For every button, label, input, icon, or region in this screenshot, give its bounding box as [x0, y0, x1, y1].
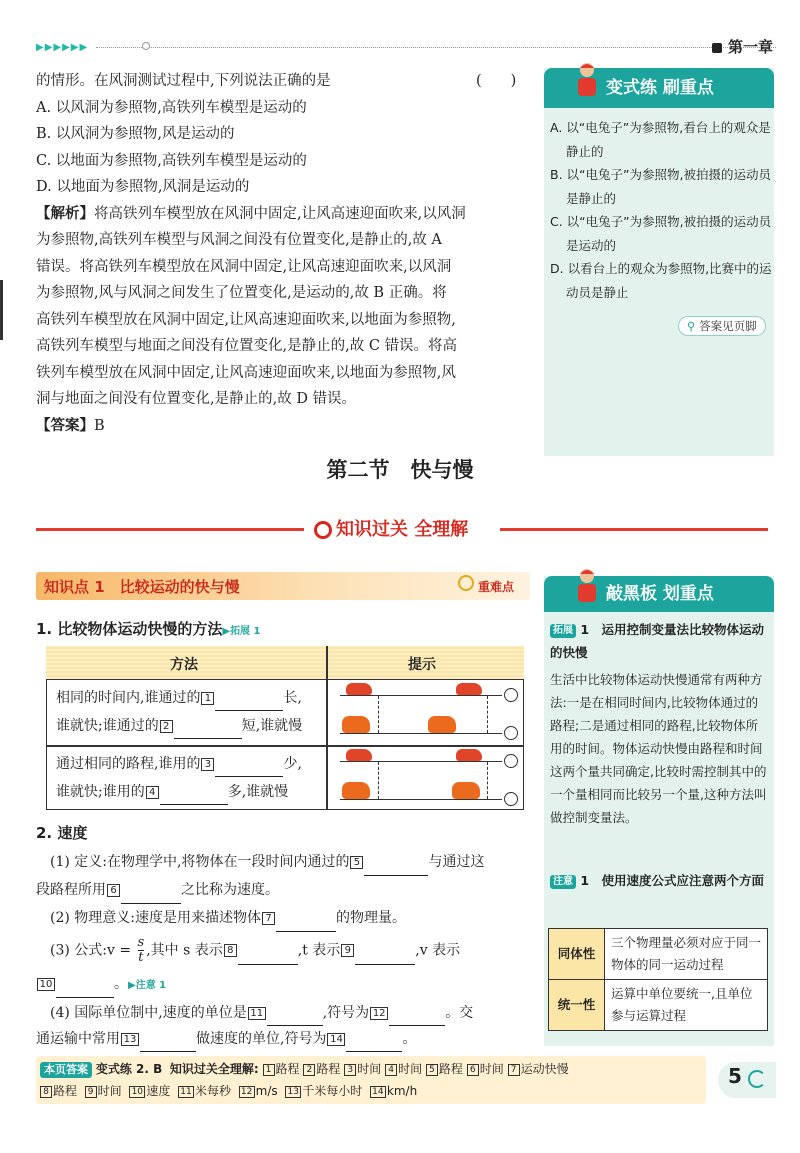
analysis-line: 洞与地面之间没有位置变化,是静止的,故 D 错误。: [36, 391, 357, 407]
analysis-line: 高铁列车模型与地面之间没有位置变化,是静止的,故 C 错误。将高: [36, 338, 458, 354]
answer-footer-tag: 本页答案: [40, 1062, 92, 1078]
table-divider: [326, 646, 328, 810]
binding-mark: [0, 280, 3, 340]
answer-see-footer-button[interactable]: [678, 316, 766, 336]
analysis-line: 铁列车模型放在风洞中固定,让风高速迎面吹来,以地面为参照物,风: [36, 364, 456, 381]
answer-number: 8: [40, 1086, 52, 1098]
answer-value: B: [94, 417, 105, 434]
answer-see-footer-label: 答案见页脚: [699, 319, 757, 333]
blank-number: 14: [327, 1033, 345, 1046]
answer-text: 路程: [53, 1084, 78, 1098]
track-line: [340, 799, 502, 800]
clock-icon: [504, 754, 518, 768]
answer-text: 千米每小时: [302, 1084, 363, 1098]
answer-number: 6: [467, 1064, 479, 1076]
kp-answer-label: 知识过关全理解:: [169, 1062, 259, 1076]
row1-text: 谁就快;谁通过的: [56, 718, 159, 734]
fill-blank-2[interactable]: [174, 738, 242, 739]
answer-text: 运动快慢: [520, 1062, 569, 1076]
method-table-header: [46, 646, 524, 680]
fill-blank-9[interactable]: [355, 964, 415, 965]
answer-item: [303, 1062, 340, 1076]
practice-answer: 变式练 2. B: [95, 1062, 163, 1076]
text: 通运输中常用: [36, 1031, 120, 1047]
extension-link-label: 拓展 1: [230, 626, 261, 637]
clock-icon: [504, 688, 518, 702]
option-b: B. 以风洞为参照物,风是运动的: [36, 126, 235, 142]
text: 做速度的单位,符号为: [196, 1031, 327, 1047]
blank-number: 3: [201, 758, 214, 771]
text: (3) 公式:v =: [50, 942, 132, 959]
speed-definition: [36, 848, 485, 932]
answer-item: [178, 1084, 231, 1098]
fill-blank-10[interactable]: [56, 997, 114, 998]
row1-text: 长,: [283, 690, 302, 706]
clock-icon: [504, 726, 518, 740]
blank-number: 7: [262, 912, 275, 925]
track-line: [340, 695, 502, 696]
answer-item: [344, 1062, 381, 1076]
fill-blank-14[interactable]: [346, 1051, 402, 1052]
banner-rule-right: [500, 528, 768, 531]
practice-option-c: C. 以“电兔子”为参照物,被拍摄的运动员是运动的: [550, 214, 772, 253]
answer-number: 14: [370, 1086, 386, 1098]
answer-number: 10: [129, 1086, 145, 1098]
text: 。: [402, 1031, 417, 1047]
note-key: 同体性: [549, 929, 605, 980]
answer-number: 9: [85, 1086, 97, 1098]
extension-text: 生活中比较物体运动快慢通常有两种方法:一是在相同时间内,比较物体通过的路程;二是通过相同的路程,比较物体所用的时间。物体运动快慢由路程和时间这两个量共同确定,比较时需控制其中的一个量相同而比较另一个量,这种方法叫做控制变量法。: [550, 672, 767, 825]
answer-number: 2: [303, 1064, 315, 1076]
answer-text: 米每秒: [194, 1084, 231, 1098]
blank-number: 13: [121, 1033, 139, 1046]
answer-item: [426, 1062, 463, 1076]
item2-heading: 2. 速度: [36, 824, 88, 842]
swirl-icon: [314, 521, 332, 539]
option-a: A. 以风洞为参照物,高铁列车模型是运动的: [36, 99, 307, 116]
blank-number: 10: [37, 978, 55, 991]
page-number: 5: [728, 1064, 742, 1088]
dashed-marker: [487, 696, 488, 733]
text: (2) 物理意义:速度是用来描述物体: [50, 910, 261, 926]
note-link[interactable]: ▶注意 1: [128, 980, 167, 991]
answer-item: [385, 1062, 422, 1076]
analysis-line: 为参照物,风与风洞之间发生了位置变化,是运动的,故 B 正确。将: [36, 285, 447, 301]
clock-icon: [504, 792, 518, 806]
answer-item: [85, 1084, 122, 1098]
practice-option-d: D. 以看台上的观众为参照物,比赛中的运动员是静止: [550, 261, 772, 300]
row2-text: 通过相同的路程,谁用的: [56, 756, 201, 772]
blank-number: 2: [160, 720, 173, 733]
answer-item: [129, 1084, 170, 1098]
page-number-tab: [718, 1062, 776, 1098]
answer-item: [508, 1062, 569, 1076]
extension-link[interactable]: ▶拓展 1: [222, 626, 261, 637]
table-row: [549, 929, 768, 980]
text: 之比称为速度。: [181, 882, 279, 898]
section-banner: [314, 515, 468, 541]
blackboard-title: 敲黑板 划重点: [606, 584, 714, 604]
fill-blank-8[interactable]: [238, 964, 298, 965]
row1-text: 短,谁就慢: [241, 718, 303, 734]
dashed-marker: [487, 762, 488, 799]
text: 。交: [445, 1005, 474, 1021]
text: ,其中 s 表示: [146, 942, 223, 959]
fill-blank-1[interactable]: [215, 710, 283, 711]
speed-units: [36, 1000, 474, 1052]
header-rule: [96, 47, 776, 48]
red-car: [346, 683, 372, 695]
answer-text: 速度: [146, 1084, 171, 1098]
item1-heading-text: 1. 比较物体运动快慢的方法: [36, 620, 223, 638]
col-method: 方法: [170, 657, 198, 673]
swirl-icon: [748, 1070, 766, 1088]
practice-options: [550, 116, 772, 304]
note-link-label: 注意 1: [135, 980, 167, 991]
fill-blank-7[interactable]: [276, 931, 336, 932]
text: (4) 国际单位制中,速度的单位是: [50, 1005, 247, 1021]
table-row-2: [56, 752, 302, 805]
blank-number: 8: [224, 944, 237, 957]
answer-number: 4: [385, 1064, 397, 1076]
answer-number: 13: [285, 1086, 301, 1098]
text: ,符号为: [322, 1005, 370, 1021]
extension-pill: 拓展: [550, 624, 576, 638]
answer-item: [467, 1062, 504, 1076]
knowledge-point-title: 知识点 1 比较运动的快与慢: [44, 578, 240, 596]
analysis-line: 错误。将高铁列车模型放在风洞中固定,让风高速迎面吹来,以风洞: [36, 258, 452, 275]
text: ,t 表示: [297, 942, 341, 959]
denominator: t: [138, 950, 144, 965]
answer-tag: 【答案】: [36, 417, 94, 434]
banner-rule-left: [36, 528, 304, 531]
dashed-marker: [378, 696, 379, 733]
answer-text: 时间: [357, 1062, 382, 1076]
answer-text: 时间: [479, 1062, 504, 1076]
note-title: 1 使用速度公式应注意两个方面: [580, 873, 765, 888]
blank-number: 9: [341, 944, 354, 957]
answer-number: 1: [263, 1064, 275, 1076]
fraction-s-over-t: [138, 936, 145, 965]
answer-number: 5: [426, 1064, 438, 1076]
orange-car: [342, 782, 370, 799]
answer-item: [370, 1084, 417, 1098]
magnifier-icon: [458, 575, 474, 591]
note-pill: 注意: [550, 875, 576, 889]
analysis-line: 将高铁列车模型放在风洞中固定,让风高速迎面吹来,以风洞: [94, 205, 466, 222]
answer-text: 时间: [398, 1062, 423, 1076]
blank-number: 11: [248, 1007, 266, 1020]
answer-item: [285, 1084, 362, 1098]
student-icon: [572, 60, 602, 100]
blank-number: 4: [146, 786, 159, 799]
note-value: 运算中单位要统一,且单位参与运算过程: [605, 980, 768, 1031]
answer-text: 时间: [97, 1084, 122, 1098]
answer-text: 路程: [316, 1062, 341, 1076]
section-title: 第二节 快与慢: [326, 457, 474, 482]
orange-car: [342, 716, 370, 733]
row1-text: 相同的时间内,谁通过的: [56, 690, 201, 706]
orange-car: [452, 782, 480, 799]
table-row-1: [56, 686, 302, 739]
answer-footer-text: [40, 1058, 708, 1102]
table-row: [549, 980, 768, 1031]
note-table: [548, 928, 768, 1031]
answer-item: [239, 1084, 278, 1098]
row2-text: 少,: [283, 756, 302, 772]
fill-blank-5[interactable]: [364, 875, 428, 876]
answer-text: 路程: [438, 1062, 463, 1076]
blank-number: 12: [370, 1007, 388, 1020]
answer-item: [263, 1062, 300, 1076]
analysis-line: 高铁列车模型放在风洞中固定,让风高速迎面吹来,以地面为参照物,: [36, 311, 456, 328]
speed-formula: [50, 936, 460, 965]
row2-text: 谁就快;谁用的: [56, 784, 145, 800]
answer-paren: ( ): [476, 73, 517, 89]
col-hint: 提示: [408, 657, 436, 673]
analysis-line: 为参照物,高铁列车模型与风洞之间没有位置变化,是静止的,故 A: [36, 232, 442, 248]
section-banner-label: 知识过关 全理解: [336, 519, 469, 540]
blackboard-body: [550, 618, 770, 892]
fill-blank-4[interactable]: [160, 804, 228, 805]
answer-text: m/s: [255, 1084, 278, 1098]
option-c: C. 以地面为参照物,高铁列车模型是运动的: [36, 152, 307, 169]
dashed-marker: [378, 762, 379, 799]
text: 与通过这: [428, 854, 485, 870]
blank-number: 5: [350, 856, 363, 869]
track-line: [340, 733, 502, 734]
extension-title: 1 运用控制变量法比较物体运动的快慢: [550, 622, 765, 660]
red-car: [346, 749, 372, 761]
difficulty-tag: 重难点: [478, 580, 515, 594]
text: (1) 定义:在物理学中,将物体在一段时间内通过的: [50, 854, 350, 870]
practice-option-a: A. 以“电兔子”为参照物,看台上的观众是静止的: [550, 120, 771, 159]
answer-text: 路程: [275, 1062, 300, 1076]
orange-car: [428, 716, 456, 733]
row2-text: 多,谁就慢: [227, 784, 289, 800]
practice-panel-title: 变式练 刷重点: [606, 78, 714, 98]
answer-item: [40, 1084, 77, 1098]
blank-10-line: 10 。▶注意 1: [36, 972, 166, 998]
teacher-icon: [572, 566, 602, 606]
blank-number: 1: [201, 692, 214, 705]
analysis-tag: 【解析】: [36, 205, 94, 222]
fill-blank-3[interactable]: [215, 776, 283, 777]
item1-heading: [36, 618, 261, 639]
text: 的物理量。: [336, 910, 406, 926]
answer-number: 7: [508, 1064, 520, 1076]
question-continuation: [36, 68, 528, 439]
answer-number: 11: [178, 1086, 194, 1098]
answer-number: 12: [239, 1086, 255, 1098]
pin-icon: ⚲: [687, 319, 696, 333]
fill-blank-13[interactable]: [140, 1051, 196, 1052]
table-divider: [46, 745, 524, 747]
numerator: s: [137, 935, 145, 950]
practice-option-b: B. 以“电兔子”为参照物,被拍摄的运动员是静止的: [550, 167, 771, 206]
blank-number: 6: [107, 884, 120, 897]
option-d: D. 以地面为参照物,风洞是运动的: [36, 179, 250, 195]
red-car: [456, 683, 482, 695]
answer-text: km/h: [386, 1084, 418, 1098]
chapter-title: 第一章: [712, 36, 773, 57]
note-key: 统一性: [549, 980, 605, 1031]
red-car: [456, 749, 482, 761]
answer-number: 3: [344, 1064, 356, 1076]
question-stem: 的情形。在风洞测试过程中,下列说法正确的是: [36, 73, 331, 89]
text: 段路程所用: [36, 882, 106, 898]
track-line: [340, 761, 502, 762]
note-value: 三个物理量必须对应于同一物体的同一运动过程: [605, 929, 768, 980]
header-arrows: ▶▶▶▶▶▶: [36, 42, 89, 53]
header-rule-circle: [142, 42, 150, 50]
text: ,v 表示: [415, 942, 461, 959]
